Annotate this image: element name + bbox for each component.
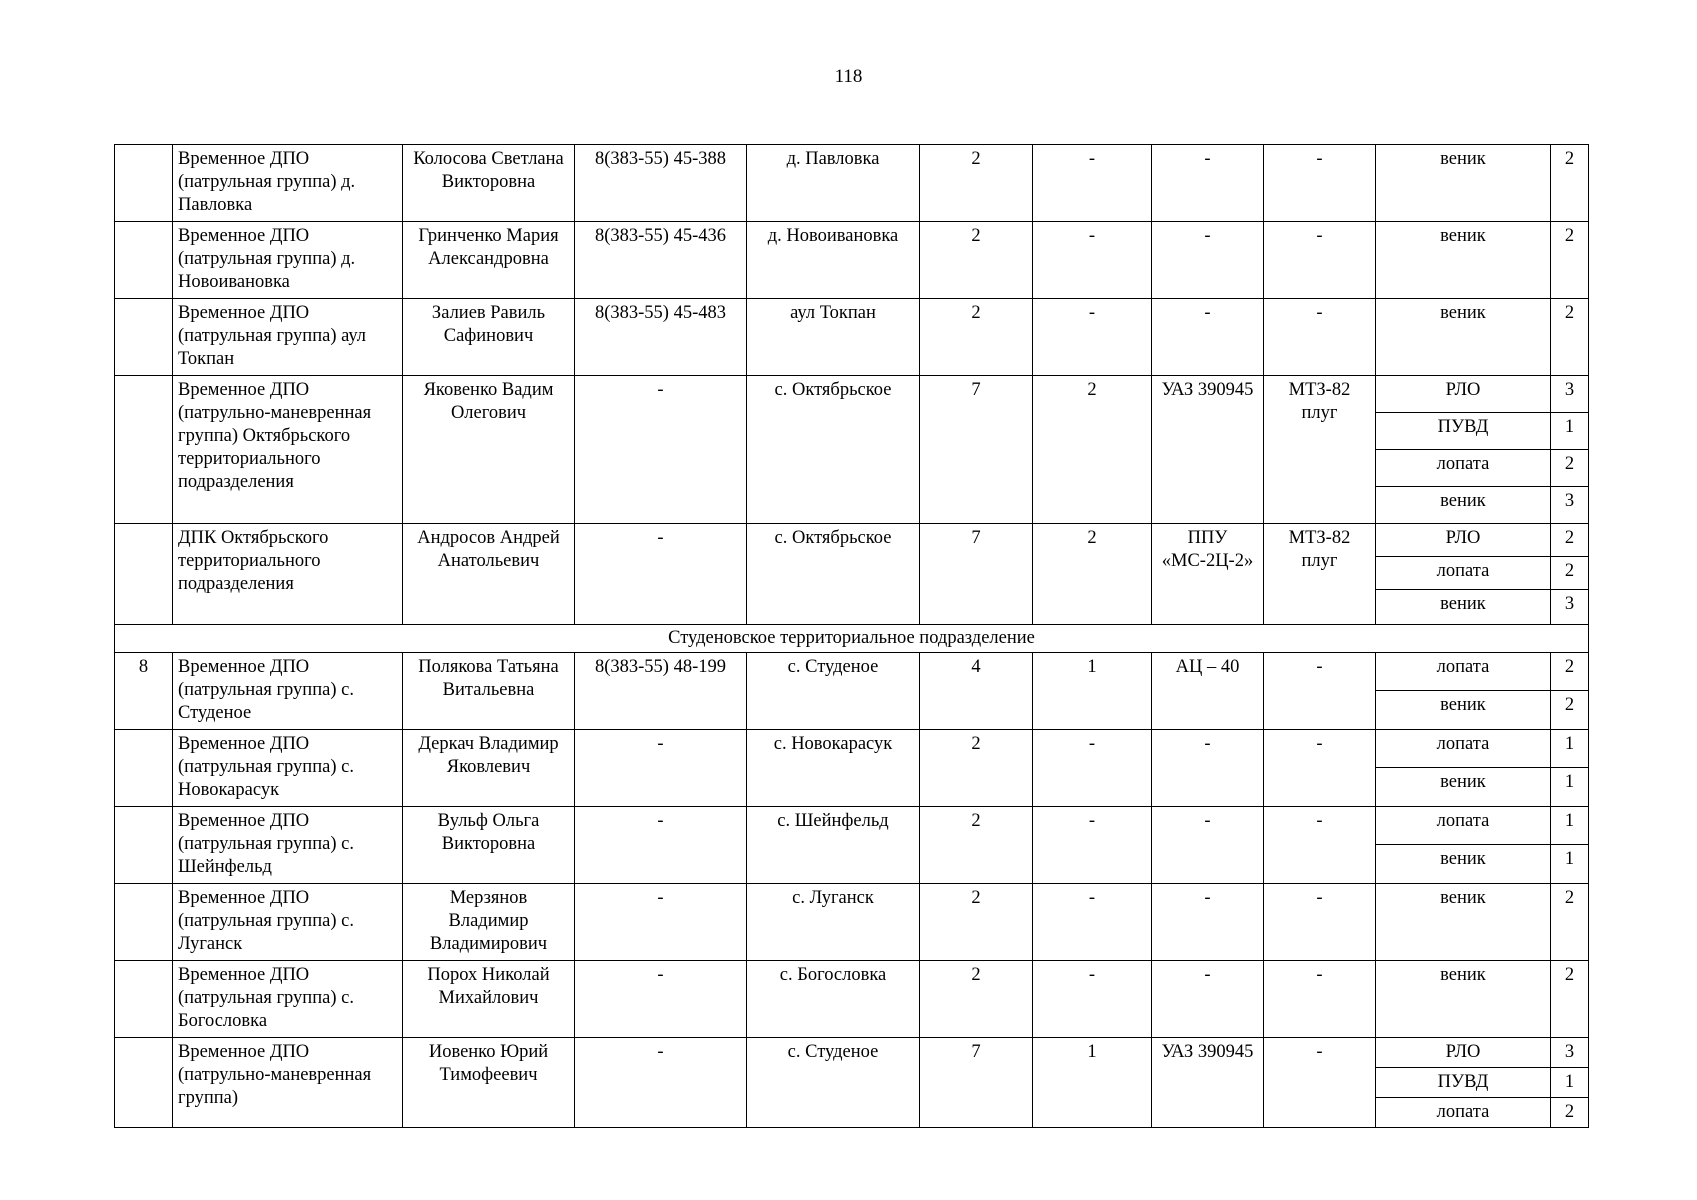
unit-name: Временное ДПО (патрульная группа) с. Шейнфельд — [173, 807, 403, 884]
head-name: Гринченко Мария Александровна — [403, 222, 575, 299]
adapted-equipment: - — [1264, 730, 1376, 807]
shift-count: - — [1033, 222, 1152, 299]
item-quantity: 2 — [1551, 299, 1589, 376]
unit-name: Временное ДПО (патрульная группа) с. Богословка — [173, 961, 403, 1038]
item-quantity: 3 — [1551, 590, 1589, 625]
shift-count: 2 — [1033, 376, 1152, 524]
head-name: Колосова Светлана Викторовна — [403, 145, 575, 222]
adapted-equipment: МТЗ-82 плуг — [1264, 524, 1376, 625]
location: с. Шейнфельд — [747, 807, 920, 884]
item-quantity: 2 — [1551, 557, 1589, 590]
item-name: веник — [1376, 691, 1551, 730]
item-name: ПУВД — [1376, 1068, 1551, 1098]
head-name: Яковенко Вадим Олегович — [403, 376, 575, 524]
table-row — [115, 376, 1589, 413]
item-name: лопата — [1376, 653, 1551, 691]
row-number — [115, 807, 173, 884]
head-name: Порох Николай Михайлович — [403, 961, 575, 1038]
shift-count: - — [1033, 961, 1152, 1038]
shift-count: 1 — [1033, 1038, 1152, 1128]
personnel-count: 2 — [920, 222, 1033, 299]
location: с. Студеное — [747, 1038, 920, 1128]
shift-count: - — [1033, 299, 1152, 376]
item-name: лопата — [1376, 450, 1551, 487]
phone: 8(383-55) 45-436 — [575, 222, 747, 299]
location: с. Богословка — [747, 961, 920, 1038]
location: д. Новоивановка — [747, 222, 920, 299]
personnel-count: 2 — [920, 299, 1033, 376]
section-header-row — [115, 625, 1589, 653]
item-quantity: 2 — [1551, 1098, 1589, 1128]
fire-equipment: - — [1152, 807, 1264, 884]
item-name: веник — [1376, 590, 1551, 625]
phone: - — [575, 807, 747, 884]
unit-name: Временное ДПО (патрульно-маневренная группа) — [173, 1038, 403, 1128]
item-name: веник — [1376, 145, 1551, 222]
unit-name: Временное ДПО (патрульная группа) аул Токпан — [173, 299, 403, 376]
fire-equipment: - — [1152, 730, 1264, 807]
head-name: Вульф Ольга Викторовна — [403, 807, 575, 884]
unit-name: Временное ДПО (патрульная группа) д. Новоивановка — [173, 222, 403, 299]
table-row — [115, 222, 1589, 299]
phone: - — [575, 376, 747, 524]
phone: - — [575, 524, 747, 625]
item-name: веник — [1376, 845, 1551, 884]
location: с. Новокарасук — [747, 730, 920, 807]
section-title: Студеновское территориальное подразделение — [115, 625, 1589, 653]
personnel-count: 2 — [920, 961, 1033, 1038]
item-quantity: 2 — [1551, 961, 1589, 1038]
item-name: веник — [1376, 487, 1551, 524]
row-number — [115, 1038, 173, 1128]
unit-name: ДПК Октябрьского территориального подразделения — [173, 524, 403, 625]
item-name: РЛО — [1376, 1038, 1551, 1068]
unit-name: Временное ДПО (патрульная группа) с. Новокарасук — [173, 730, 403, 807]
shift-count: - — [1033, 884, 1152, 961]
location: д. Павловка — [747, 145, 920, 222]
row-number — [115, 524, 173, 625]
equipment-table — [114, 144, 1589, 1128]
unit-name: Временное ДПО (патрульно-маневренная группа) Октябрьского территориального подразделения — [173, 376, 403, 524]
location: аул Токпан — [747, 299, 920, 376]
item-name: веник — [1376, 884, 1551, 961]
item-quantity: 2 — [1551, 524, 1589, 557]
adapted-equipment: - — [1264, 222, 1376, 299]
item-quantity: 3 — [1551, 487, 1589, 524]
shift-count: 1 — [1033, 653, 1152, 730]
location: с. Луганск — [747, 884, 920, 961]
item-name: веник — [1376, 299, 1551, 376]
item-quantity: 1 — [1551, 768, 1589, 807]
item-quantity: 2 — [1551, 222, 1589, 299]
table-row — [115, 524, 1589, 557]
unit-name: Временное ДПО (патрульная группа) с. Студеное — [173, 653, 403, 730]
item-name: лопата — [1376, 1098, 1551, 1128]
personnel-count: 7 — [920, 376, 1033, 524]
item-name: веник — [1376, 961, 1551, 1038]
phone: 8(383-55) 45-388 — [575, 145, 747, 222]
head-name: Иовенко Юрий Тимофеевич — [403, 1038, 575, 1128]
unit-name: Временное ДПО (патрульная группа) д. Павловка — [173, 145, 403, 222]
head-name: Мерзянов Владимир Владимирович — [403, 884, 575, 961]
adapted-equipment: - — [1264, 653, 1376, 730]
table-row — [115, 1038, 1589, 1068]
item-name: веник — [1376, 222, 1551, 299]
table-row — [115, 807, 1589, 845]
shift-count: - — [1033, 730, 1152, 807]
item-name: лопата — [1376, 557, 1551, 590]
location: с. Октябрьское — [747, 376, 920, 524]
adapted-equipment: - — [1264, 961, 1376, 1038]
adapted-equipment: - — [1264, 807, 1376, 884]
personnel-count: 7 — [920, 524, 1033, 625]
item-quantity: 1 — [1551, 413, 1589, 450]
fire-equipment: - — [1152, 884, 1264, 961]
phone: - — [575, 961, 747, 1038]
item-name: лопата — [1376, 730, 1551, 768]
head-name: Андросов Андрей Анатольевич — [403, 524, 575, 625]
fire-equipment: - — [1152, 961, 1264, 1038]
item-name: ПУВД — [1376, 413, 1551, 450]
personnel-count: 2 — [920, 730, 1033, 807]
shift-count: - — [1033, 145, 1152, 222]
fire-equipment: - — [1152, 299, 1264, 376]
row-number — [115, 222, 173, 299]
row-number — [115, 299, 173, 376]
item-quantity: 2 — [1551, 884, 1589, 961]
fire-equipment: УАЗ 390945 — [1152, 376, 1264, 524]
adapted-equipment: - — [1264, 884, 1376, 961]
personnel-count: 2 — [920, 884, 1033, 961]
phone: - — [575, 730, 747, 807]
item-quantity: 1 — [1551, 807, 1589, 845]
item-quantity: 2 — [1551, 450, 1589, 487]
item-name: РЛО — [1376, 376, 1551, 413]
row-number — [115, 884, 173, 961]
item-quantity: 1 — [1551, 845, 1589, 884]
phone: 8(383-55) 45-483 — [575, 299, 747, 376]
table-row — [115, 961, 1589, 1038]
adapted-equipment: - — [1264, 145, 1376, 222]
shift-count: 2 — [1033, 524, 1152, 625]
item-quantity: 3 — [1551, 376, 1589, 413]
adapted-equipment: - — [1264, 299, 1376, 376]
unit-name: Временное ДПО (патрульная группа) с. Луганск — [173, 884, 403, 961]
table-row — [115, 145, 1589, 222]
page-number: 118 — [834, 66, 863, 87]
row-number — [115, 376, 173, 524]
item-name: лопата — [1376, 807, 1551, 845]
item-quantity: 2 — [1551, 653, 1589, 691]
item-name: РЛО — [1376, 524, 1551, 557]
fire-equipment: - — [1152, 145, 1264, 222]
adapted-equipment: МТЗ-82 плуг — [1264, 376, 1376, 524]
personnel-count: 2 — [920, 807, 1033, 884]
item-name: веник — [1376, 768, 1551, 807]
row-number: 8 — [115, 653, 173, 730]
item-quantity: 2 — [1551, 691, 1589, 730]
row-number — [115, 730, 173, 807]
phone: - — [575, 1038, 747, 1128]
item-quantity: 1 — [1551, 1068, 1589, 1098]
table-row — [115, 299, 1589, 376]
phone: 8(383-55) 48-199 — [575, 653, 747, 730]
fire-equipment: АЦ – 40 — [1152, 653, 1264, 730]
row-number — [115, 145, 173, 222]
table-row — [115, 653, 1589, 691]
item-quantity: 1 — [1551, 730, 1589, 768]
personnel-count: 2 — [920, 145, 1033, 222]
item-quantity: 3 — [1551, 1038, 1589, 1068]
row-number — [115, 961, 173, 1038]
location: с. Октябрьское — [747, 524, 920, 625]
fire-equipment: ППУ «МС-2Ц-2» — [1152, 524, 1264, 625]
location: с. Студеное — [747, 653, 920, 730]
phone: - — [575, 884, 747, 961]
table-body — [115, 145, 1589, 1128]
head-name: Полякова Татьяна Витальевна — [403, 653, 575, 730]
item-quantity: 2 — [1551, 145, 1589, 222]
fire-equipment: УАЗ 390945 — [1152, 1038, 1264, 1128]
table-row — [115, 884, 1589, 961]
shift-count: - — [1033, 807, 1152, 884]
personnel-count: 4 — [920, 653, 1033, 730]
personnel-count: 7 — [920, 1038, 1033, 1128]
fire-equipment: - — [1152, 222, 1264, 299]
adapted-equipment: - — [1264, 1038, 1376, 1128]
head-name: Залиев Равиль Сафинович — [403, 299, 575, 376]
head-name: Деркач Владимир Яковлевич — [403, 730, 575, 807]
table-row — [115, 730, 1589, 768]
